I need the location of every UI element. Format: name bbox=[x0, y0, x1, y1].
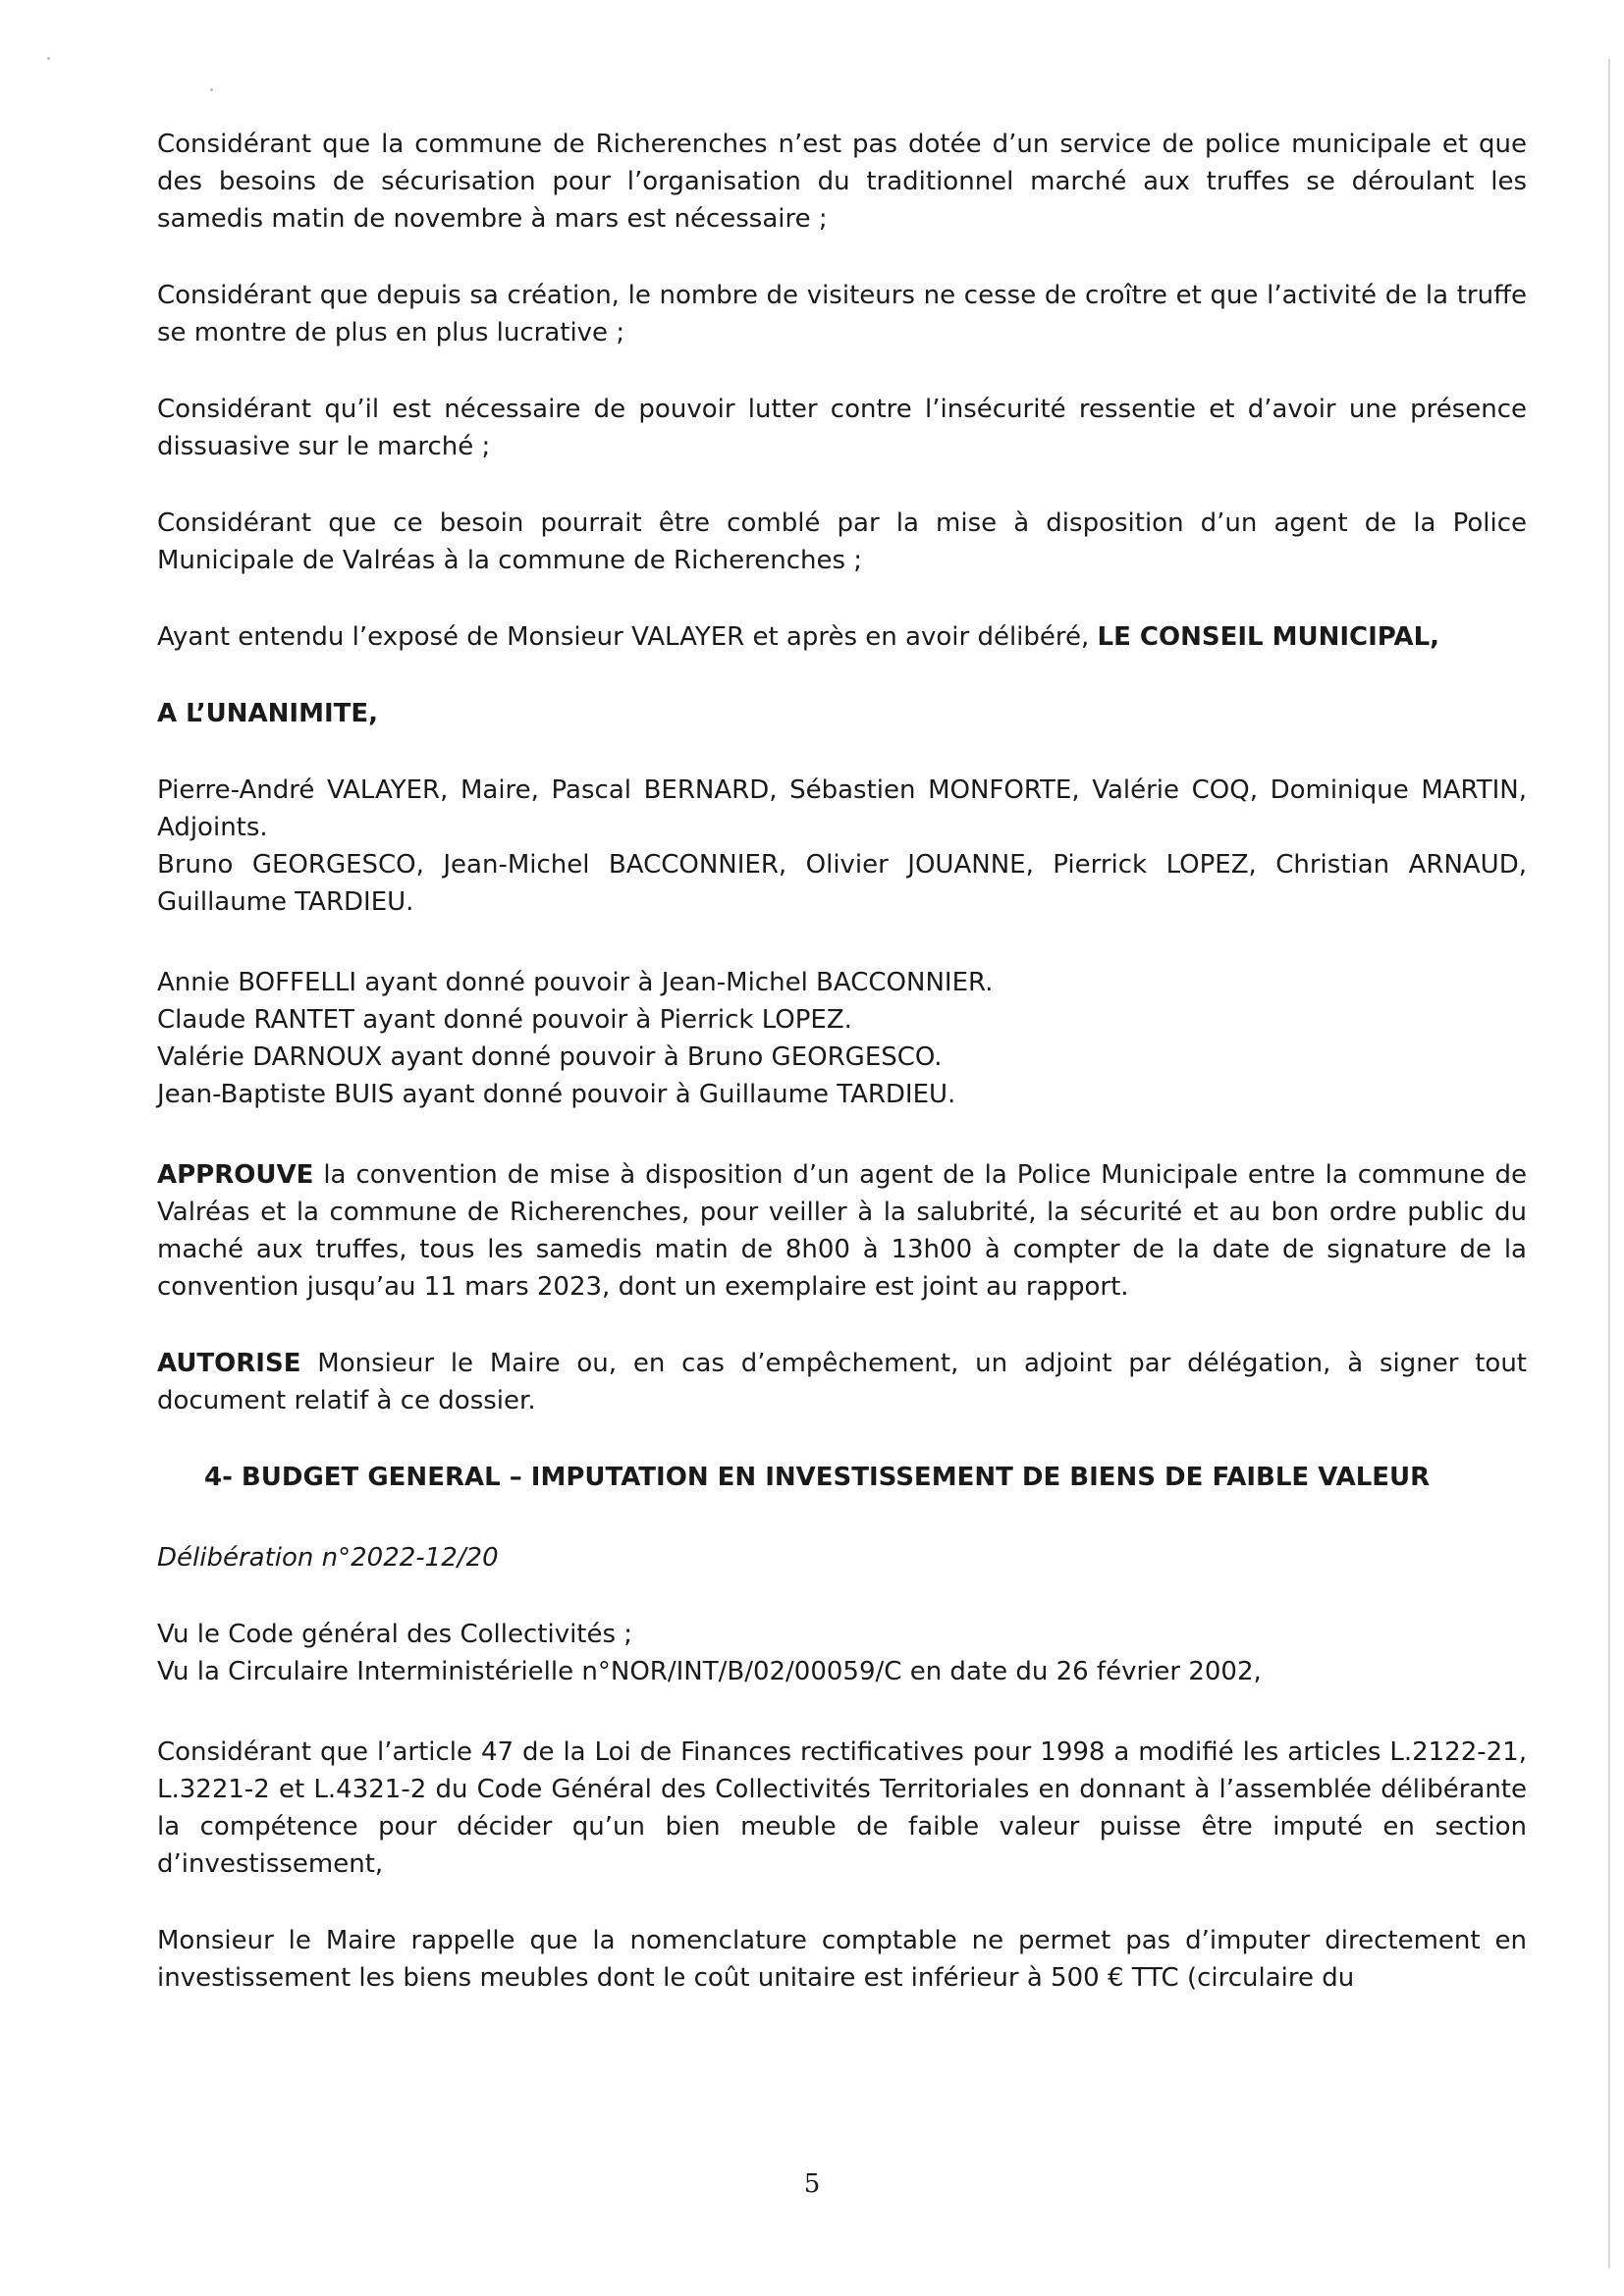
consideration-paragraph: Considérant qu’il est nécessaire de pouvoir lutter contre l’insécurité ressentie et d’avoir une présence dissuasive sur le marché ; bbox=[157, 395, 1527, 461]
section-reminder: Monsieur le Maire rappelle que la nomenclature comptable ne permet pas d’imputer directement en investissement les biens meubles dont le coût unitaire est inférieur à 500 € TTC (circulaire du bbox=[157, 1926, 1527, 1993]
proxy-line: Valérie DARNOUX ayant donné pouvoir à Bruno GEORGESCO. bbox=[157, 1042, 943, 1072]
consideration-paragraph: Considérant que la commune de Richerenches n’est pas dotée d’un service de police municipale et que des besoins de sécurisation pour l’organisation du traditionnel marché aux truffes se déroulant les samedis matin de novembre à mars est nécessaire ; bbox=[157, 130, 1527, 234]
vu-line: Vu le Code général des Collectivités ; bbox=[157, 1620, 633, 1649]
authorize-keyword: AUTORISE bbox=[157, 1349, 301, 1378]
authorize-text: Monsieur le Maire ou, en cas d’empêchement, un adjoint par délégation, à signer tout document relatif à ce dossier. bbox=[157, 1349, 1527, 1415]
approve-keyword: APPROUVE bbox=[157, 1160, 314, 1190]
scan-edge-line bbox=[1608, 59, 1610, 2268]
scan-speck bbox=[210, 88, 213, 91]
members-block bbox=[157, 772, 1527, 921]
hearing-paragraph bbox=[157, 618, 1527, 656]
vu-line: Vu la Circulaire Interministérielle n°NOR/INT/B/02/00059/C en date du 26 février 2002, bbox=[157, 1657, 1262, 1686]
proxy-line: Annie BOFFELLI ayant donné pouvoir à Jean-Michel BACCONNIER. bbox=[157, 968, 994, 997]
proxy-line: Claude RANTET ayant donné pouvoir à Pierrick LOPEZ. bbox=[157, 1005, 852, 1035]
proxy-line: Jean-Baptiste BUIS ayant donné pouvoir à Guillaume TARDIEU. bbox=[157, 1080, 956, 1109]
section-consideration: Considérant que l’article 47 de la Loi de Finances rectificatives pour 1998 a modifié les articles L.2122-21, L.3221-2 et L.4321-2 du Code Général des Collectivités Territoriales en donnant à l’assemblée délibérante la compétence pour décider qu’un bien meuble de faible valeur puisse être imputé en section d’investissement, bbox=[157, 1737, 1527, 1879]
council-label: LE CONSEIL MUNICIPAL, bbox=[1097, 622, 1440, 652]
deliberation-number: Délibération n°2022-12/20 bbox=[157, 1543, 499, 1573]
adjoints-list: Pierre-André VALAYER, Maire, Pascal BERNARD, Sébastien MONFORTE, Valérie COQ, Dominique MARTIN, Adjoints. bbox=[157, 775, 1527, 842]
consideration-paragraph: Considérant que depuis sa création, le nombre de visiteurs ne cesse de croître et que l’activité de la truffe se montre de plus en plus lucrative ; bbox=[157, 281, 1527, 347]
hearing-text: Ayant entendu l’exposé de Monsieur VALAYER et après en avoir délibéré, bbox=[157, 622, 1098, 652]
authorize-paragraph bbox=[157, 1345, 1527, 1419]
approve-text: la convention de mise à disposition d’un agent de la Police Municipale entre la commune de Valréas et la commune de Richerenches, pour veiller à la salubrité, la sécurité et au bon ordre public du maché aux truffes, tous les samedis matin de 8h00 à 13h00 à compter de la date de signature de la convention jusqu’au 11 mars 2023, dont un exemplaire est joint au rapport. bbox=[157, 1160, 1527, 1302]
unanimity-label: A L’UNANIMITE, bbox=[157, 699, 378, 728]
approve-paragraph bbox=[157, 1156, 1527, 1306]
page-number: 5 bbox=[803, 2169, 821, 2199]
document-body bbox=[157, 126, 1527, 1997]
section-heading: 4- BUDGET GENERAL – IMPUTATION EN INVESTISSEMENT DE BIENS DE FAIBLE VALEUR bbox=[204, 1463, 1431, 1492]
consideration-paragraph: Considérant que ce besoin pourrait être comblé par la mise à disposition d’un agent de la Police Municipale de Valréas à la commune de Richerenches ; bbox=[157, 508, 1527, 575]
proxies-block bbox=[157, 964, 1527, 1113]
scan-speck bbox=[47, 57, 50, 60]
vu-block bbox=[157, 1616, 1527, 1690]
councillors-list: Bruno GEORGESCO, Jean-Michel BACCONNIER, Olivier JOUANNE, Pierrick LOPEZ, Christian ARNAUD, Guillaume TARDIEU. bbox=[157, 850, 1527, 917]
